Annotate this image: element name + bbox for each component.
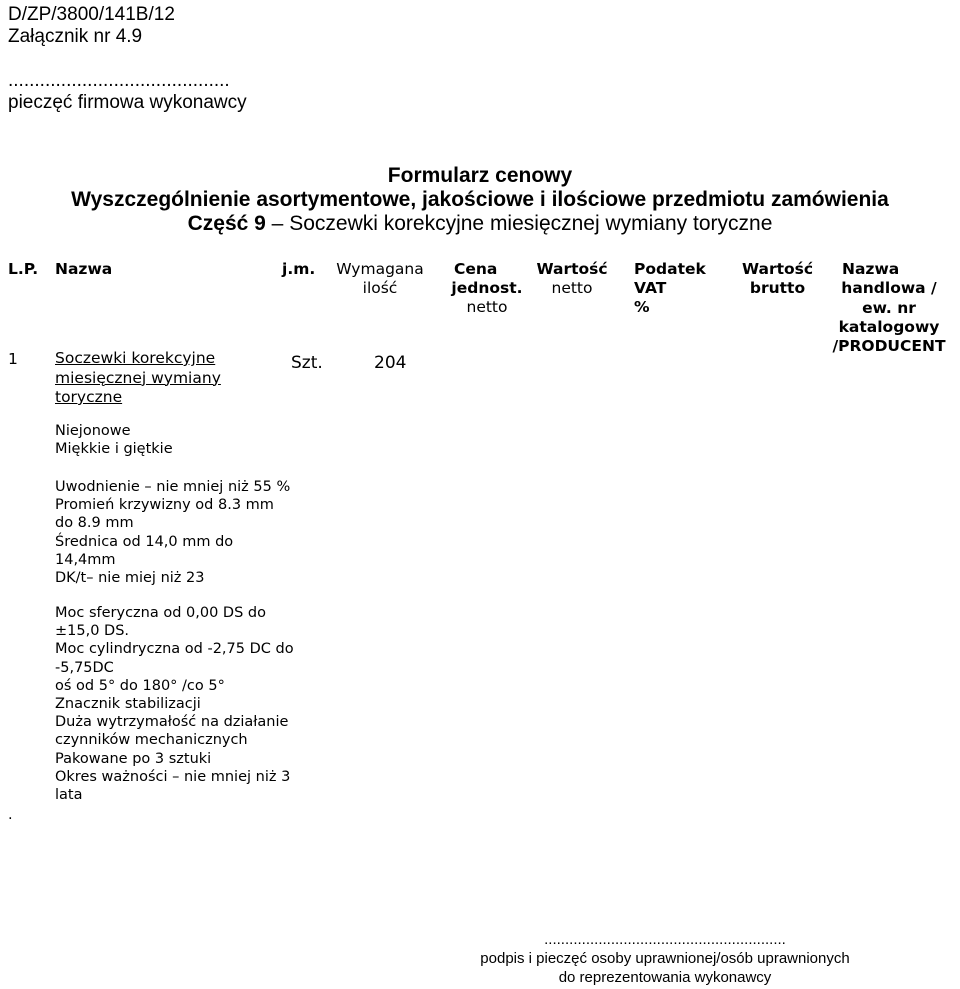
signature-label-2: do reprezentowania wykonawcy	[558, 969, 772, 986]
part-title	[0, 211, 960, 236]
header-vat: Podatek VAT %	[634, 260, 706, 316]
header-ilosc: Wymagana ilość	[336, 260, 424, 297]
document-reference: D/ZP/3800/141B/12	[8, 4, 175, 25]
row-lp: 1	[8, 350, 18, 368]
row-quantity: 204	[374, 353, 407, 373]
header-wartosc-brutto: Wartość brutto	[741, 260, 814, 297]
spec-material: Niejonowe Miękkie i giętkie	[55, 423, 173, 458]
header-nazwa: Nazwa	[55, 260, 113, 278]
row-unit: Szt.	[291, 353, 323, 373]
part-dash: –	[265, 212, 290, 235]
header-katalog: Nazwa handlowa / ew. nr katalogowy /PRODUCENT	[832, 260, 946, 356]
part-number: Część 9	[187, 212, 266, 235]
header-jm: j.m.	[282, 260, 316, 278]
stamp-label: pieczęć firmowa wykonawcy	[8, 92, 247, 113]
spec-parameters: Uwodnienie – nie mniej niż 55 % Promień krzywizny od 8.3 mm do 8.9 mm Średnica od 14,0 mm do 14,4mm DK/t– nie miej niż 23	[55, 479, 291, 587]
part-name: Soczewki korekcyjne miesięcznej wymiany toryczne	[289, 212, 773, 235]
header-lp: L.P.	[8, 260, 39, 278]
form-title: Formularz cenowy	[387, 164, 573, 187]
stamp-dots: ..........................................	[8, 70, 230, 91]
attachment-label: Załącznik nr 4.9	[8, 26, 143, 47]
spec-optical: Moc sferyczna od 0,00 DS do ±15,0 DS. Moc cylindryczna od -2,75 DC do -5,75DC oś od 5° do 180° /co 5° Znacznik stabilizacji Duża wytrzymałość na działanie czynników mechanicznych Pakowane po 3 sztuki Okres ważności – nie mniej niż 3 lata	[55, 605, 294, 804]
signature-dots: ..........................................................	[544, 931, 786, 948]
form-subtitle: Wyszczególnienie asortymentowe, jakościowe i ilościowe przedmiotu zamówienia	[71, 188, 889, 211]
header-cena: Cena jednost. netto	[451, 260, 523, 316]
signature-label: podpis i pieczęć osoby uprawnionej/osób uprawnionych	[480, 950, 850, 967]
row-product-name: Soczewki korekcyjne miesięcznej wymiany toryczne	[55, 349, 221, 406]
header-wartosc-netto: Wartość netto	[536, 260, 608, 297]
row-dot: .	[8, 807, 13, 823]
